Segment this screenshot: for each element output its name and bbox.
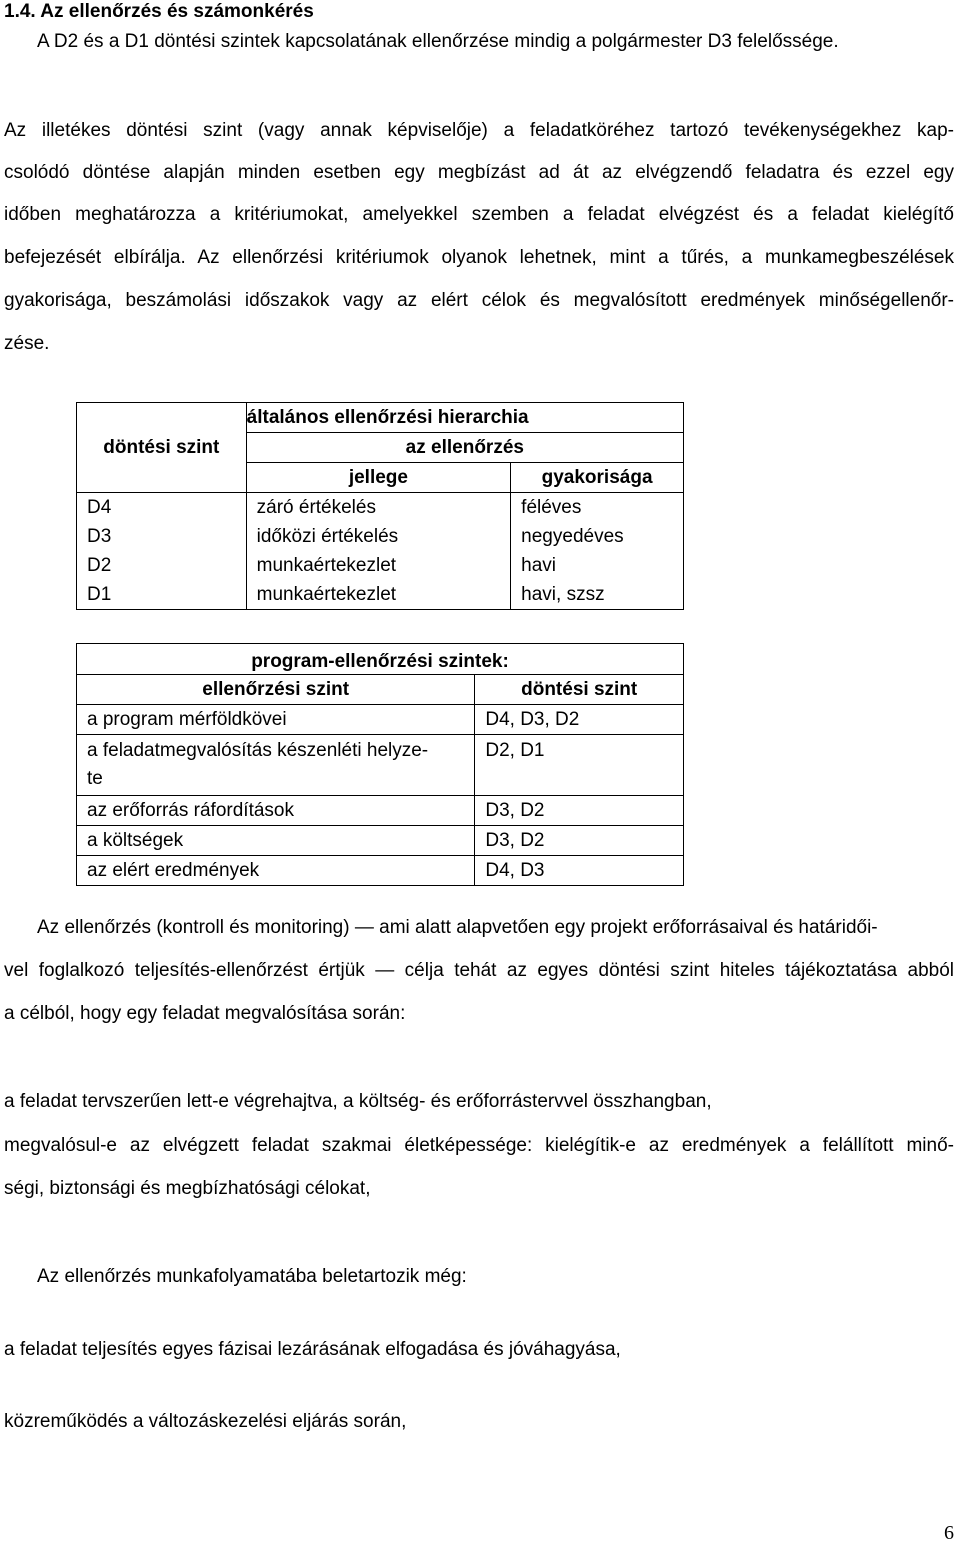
row-type: záró értékelés — [246, 493, 511, 523]
intro-sentence: A D2 és a D1 döntési szintek kapcsolatának ellenőrzése mindig a polgármester D3 felelőssége. — [37, 31, 839, 52]
row-check — [77, 735, 475, 796]
intro-paragraph-line: időben meghatározza a kritériumokat, amelyekkel szemben a feladat elvégzést és a feladat kielégítő — [4, 204, 954, 225]
section-title: 1.4. Az ellenőrzés és számonkérés — [4, 1, 314, 22]
intro-paragraph-line: zése. — [4, 333, 50, 354]
program-table-title: program-ellenőrzési szintek: — [77, 644, 684, 675]
row-freq: havi — [511, 551, 684, 580]
row-level: D2, D1 — [475, 735, 684, 796]
row-type: időközi értékelés — [246, 522, 511, 551]
program-col-level: döntési szint — [475, 675, 684, 705]
row-type: munkaértekezlet — [246, 551, 511, 580]
workflow-item: a feladat teljesítés egyes fázisai lezárásának elfogadása és jóváhagyása, — [4, 1339, 621, 1360]
row-check: a költségek — [77, 826, 475, 856]
row-level: D4, D3, D2 — [475, 705, 684, 735]
row-level: D4 — [77, 493, 247, 523]
program-col-check: ellenőrzési szint — [77, 675, 475, 705]
row-level: D4, D3 — [475, 856, 684, 886]
program-table — [76, 643, 684, 886]
table-row — [77, 826, 684, 856]
table-row — [77, 580, 684, 610]
control-line: Az ellenőrzés (kontroll és monitoring) — ami alatt alapvetően egy projekt erőforrásaival és határidői- — [37, 917, 878, 938]
hierarchy-col-type: jellege — [246, 463, 511, 493]
criteria-line: a feladat tervszerűen lett-e végrehajtva, a költség- és erőforrástervvel összhangban, — [4, 1091, 712, 1112]
row-level: D3, D2 — [475, 796, 684, 826]
hierarchy-table — [76, 402, 684, 610]
row-check-line: a feladatmegvalósítás készenléti helyze- — [87, 740, 429, 761]
criteria-line: ségi, biztonsági és megbízhatósági célokat, — [4, 1178, 371, 1199]
table-row — [77, 705, 684, 735]
workflow-item: közreműködés a változáskezelési eljárás során, — [4, 1411, 407, 1432]
workflow-intro: Az ellenőrzés munkafolyamatába beletartozik még: — [37, 1266, 467, 1287]
row-level: D2 — [77, 551, 247, 580]
criteria-line: megvalósul-e az elvégzett feladat szakmai életképessége: kielégítik-e az eredmények a felállított minő- — [4, 1135, 954, 1156]
hierarchy-col-level: döntési szint — [77, 433, 247, 463]
control-line: vel foglalkozó teljesítés-ellenőrzést értjük — célja tehát az egyes döntési szint hiteles tájékoztatása abból — [4, 960, 954, 981]
table-row — [77, 796, 684, 826]
row-freq: negyedéves — [511, 522, 684, 551]
page-number: 6 — [944, 1522, 954, 1544]
row-type: munkaértekezlet — [246, 580, 511, 610]
intro-paragraph-line: Az illetékes döntési szint (vagy annak képviselője) a feladatköréhez tartozó tevékenységekhez kap- — [4, 120, 954, 141]
intro-paragraph-line: gyakorisága, beszámolási időszakok vagy az elért célok és megvalósított eredmények minőségellenőr- — [4, 290, 954, 311]
row-freq: havi, szsz — [511, 580, 684, 610]
row-level: D3, D2 — [475, 826, 684, 856]
control-line: a célból, hogy egy feladat megvalósítása során: — [4, 1003, 406, 1024]
table-row — [77, 551, 684, 580]
row-level: D3 — [77, 522, 247, 551]
table-row — [77, 522, 684, 551]
table-row — [77, 856, 684, 886]
hierarchy-table-title: általános ellenőrzési hierarchia — [246, 403, 683, 433]
row-check: az erőforrás ráfordítások — [77, 796, 475, 826]
row-level: D1 — [77, 580, 247, 610]
row-check: a program mérföldkövei — [77, 705, 475, 735]
intro-paragraph-line: befejezését elbírálja. Az ellenőrzési kritériumok olyanok lehetnek, mint a tűrés, a munkamegbeszélések — [4, 247, 954, 268]
hierarchy-col-freq: gyakorisága — [511, 463, 684, 493]
hierarchy-col-group: az ellenőrzés — [246, 433, 683, 463]
row-check: az elért eredmények — [77, 856, 475, 886]
row-check-line: te — [87, 768, 103, 789]
table-row — [77, 735, 684, 796]
row-freq: féléves — [511, 493, 684, 523]
intro-paragraph-line: csolódó döntése alapján minden esetben egy megbízást ad át az elvégzendő feladatra és ezzel egy — [4, 162, 954, 183]
table-row — [77, 493, 684, 523]
